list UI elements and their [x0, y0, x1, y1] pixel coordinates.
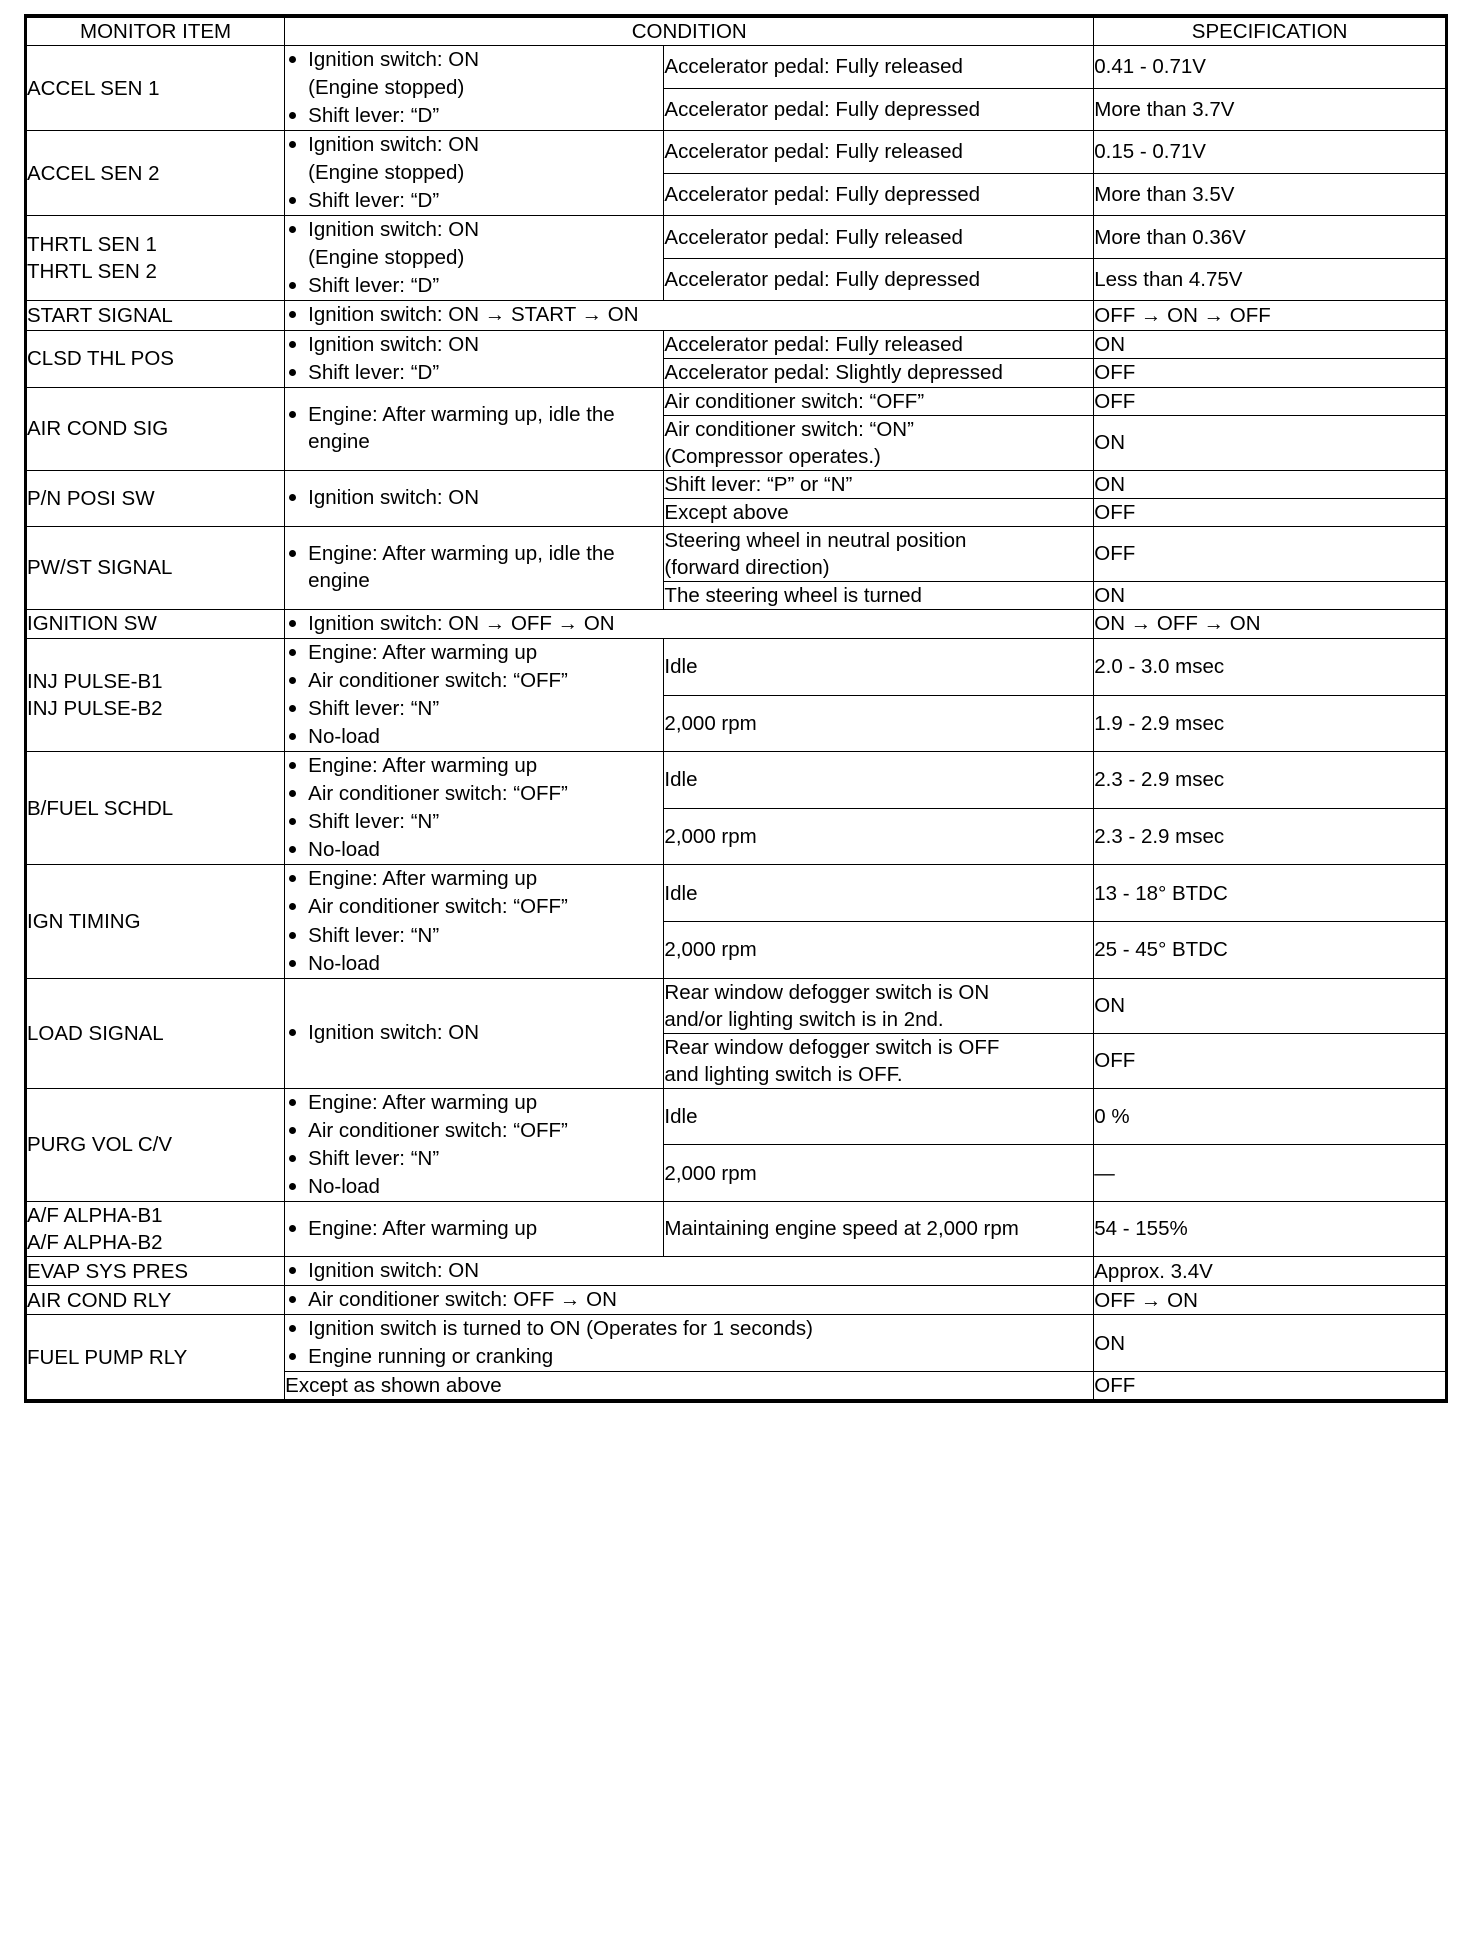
specification-cell: OFF → ON: [1094, 1286, 1447, 1315]
specification-cell: OFF: [1094, 1033, 1447, 1088]
specification-cell: OFF: [1094, 526, 1447, 581]
specification-cell: ON: [1094, 330, 1447, 359]
monitor-item-cell: A/F ALPHA-B1 A/F ALPHA-B2: [26, 1201, 285, 1256]
table-row: [26, 752, 1447, 809]
condition-list: [285, 216, 663, 299]
condition-detail-cell: Accelerator pedal: Fully depressed: [664, 173, 1094, 216]
table-row: [26, 978, 1447, 1033]
condition-list: [285, 1019, 663, 1046]
specification-cell: 1.9 - 2.9 msec: [1094, 695, 1447, 752]
condition-cell: [285, 1201, 664, 1256]
condition-list-item: Shift lever: “D”: [285, 102, 663, 129]
condition-list-item: Ignition switch: ON → START → ON: [285, 301, 1093, 328]
monitor-item-cell: IGN TIMING: [26, 865, 285, 978]
condition-detail-cell: Rear window defogger switch is ON and/or lighting switch is in 2nd.: [664, 978, 1094, 1033]
condition-list: [285, 639, 663, 750]
condition-list-item: Engine running or cranking: [285, 1343, 1093, 1370]
condition-cell: [285, 1315, 1094, 1372]
specification-cell: ON: [1094, 470, 1447, 498]
condition-detail-cell: 2,000 rpm: [664, 922, 1094, 979]
condition-cell: [285, 609, 1094, 638]
specification-cell: 2.3 - 2.9 msec: [1094, 808, 1447, 865]
condition-cell: [285, 639, 664, 752]
condition-detail-cell: Rear window defogger switch is OFF and lighting switch is OFF.: [664, 1033, 1094, 1088]
table-row: [26, 1315, 1447, 1372]
condition-list-item: Ignition switch: ON: [285, 484, 663, 511]
condition-list-item: Ignition switch: ON: [285, 1019, 663, 1046]
condition-list-item: Air conditioner switch: “OFF”: [285, 893, 663, 920]
monitor-item-cell: AIR COND SIG: [26, 387, 285, 470]
condition-list-item: (Engine stopped): [308, 161, 465, 185]
monitor-item-cell: AIR COND RLY: [26, 1286, 285, 1315]
condition-detail-cell: Accelerator pedal: Fully released: [664, 46, 1094, 89]
specification-cell: ON: [1094, 415, 1447, 470]
specification-cell: 0.41 - 0.71V: [1094, 46, 1447, 89]
condition-list-item: Engine: After warming up: [285, 1089, 663, 1116]
monitor-item-cell: B/FUEL SCHDL: [26, 752, 285, 865]
condition-list: [285, 1089, 663, 1200]
specification-cell: ON: [1094, 978, 1447, 1033]
condition-list-item: Shift lever: “D”: [285, 272, 663, 299]
specification-cell: 0.15 - 0.71V: [1094, 131, 1447, 174]
condition-list-item: No-load: [285, 950, 663, 977]
condition-cell: [285, 1257, 1094, 1286]
condition-list-item: No-load: [285, 723, 663, 750]
condition-detail-cell: The steering wheel is turned: [664, 581, 1094, 609]
condition-list: [285, 46, 663, 129]
condition-cell: [285, 526, 664, 609]
condition-list-item: Ignition switch: ON → OFF → ON: [285, 610, 1093, 637]
condition-detail-cell: Idle: [664, 865, 1094, 922]
specification-cell: OFF: [1094, 387, 1447, 415]
table-row: [26, 1257, 1447, 1286]
specification-cell: More than 3.5V: [1094, 173, 1447, 216]
condition-cell: [285, 131, 664, 216]
condition-detail-cell: 2,000 rpm: [664, 695, 1094, 752]
condition-list-item: Air conditioner switch: OFF → ON: [285, 1286, 1093, 1313]
table-row: [26, 1286, 1447, 1315]
condition-list: [285, 540, 663, 594]
condition-list-item: Air conditioner switch: “OFF”: [285, 667, 663, 694]
monitor-item-cell: IGNITION SW: [26, 609, 285, 638]
condition-list-item: (Engine stopped): [308, 76, 465, 100]
specification-cell: More than 0.36V: [1094, 216, 1447, 259]
specification-cell: ON → OFF → ON: [1094, 609, 1447, 638]
condition-cell: [285, 46, 664, 131]
specification-cell: 2.3 - 2.9 msec: [1094, 752, 1447, 809]
monitor-item-cell: FUEL PUMP RLY: [26, 1315, 285, 1402]
condition-list-item: Engine: After warming up: [285, 639, 663, 666]
monitor-item-cell: EVAP SYS PRES: [26, 1257, 285, 1286]
condition-detail-cell: Idle: [664, 1088, 1094, 1145]
condition-list: [285, 331, 663, 386]
condition-detail-cell: Idle: [664, 639, 1094, 696]
table-row: [26, 526, 1447, 581]
specification-cell: ON: [1094, 581, 1447, 609]
condition-list-item: Ignition switch: ON: [285, 1257, 1093, 1284]
monitor-item-cell: P/N POSI SW: [26, 470, 285, 526]
specification-cell: OFF → ON → OFF: [1094, 301, 1447, 330]
table-row: [26, 1088, 1447, 1145]
specification-cell: OFF: [1094, 498, 1447, 526]
monitor-item-spec-table: [24, 14, 1448, 1403]
condition-list-item: Shift lever: “N”: [285, 1145, 663, 1172]
specification-cell: Less than 4.75V: [1094, 258, 1447, 301]
condition-list-item: Shift lever: “D”: [285, 187, 663, 214]
condition-detail-cell: Steering wheel in neutral position (forward direction): [664, 526, 1094, 581]
condition-list-item: Ignition switch: ON: [285, 46, 663, 73]
monitor-item-cell: THRTL SEN 1 THRTL SEN 2: [26, 216, 285, 301]
table-row: [26, 301, 1447, 330]
specification-cell: ON: [1094, 1315, 1447, 1372]
specification-cell: OFF: [1094, 359, 1447, 388]
condition-cell: [285, 470, 664, 526]
condition-detail-cell: Shift lever: “P” or “N”: [664, 470, 1094, 498]
condition-list: [285, 484, 663, 511]
condition-detail-cell: Except above: [664, 498, 1094, 526]
specification-cell: Approx. 3.4V: [1094, 1257, 1447, 1286]
condition-list-item: Shift lever: “N”: [285, 695, 663, 722]
condition-cell: [285, 301, 1094, 330]
condition-list-item: Engine: After warming up, idle the engine: [285, 540, 663, 594]
header-monitor-item: MONITOR ITEM: [26, 16, 285, 46]
condition-detail-cell: Idle: [664, 752, 1094, 809]
monitor-item-cell: CLSD THL POS: [26, 330, 285, 387]
table-row: [26, 1201, 1447, 1256]
condition-cell: [285, 1088, 664, 1201]
condition-list: [285, 752, 663, 863]
condition-list: [285, 865, 663, 976]
specification-cell: More than 3.7V: [1094, 88, 1447, 131]
header-condition: CONDITION: [285, 16, 1094, 46]
table-row: [26, 470, 1447, 498]
condition-list-item: Ignition switch is turned to ON (Operates for 1 seconds): [285, 1315, 1093, 1342]
condition-list: [285, 131, 663, 214]
specification-cell: OFF: [1094, 1372, 1447, 1402]
table-header-row: [26, 16, 1447, 46]
condition-list-item: Shift lever: “N”: [285, 808, 663, 835]
condition-detail-cell: Accelerator pedal: Fully released: [664, 131, 1094, 174]
header-specification: SPECIFICATION: [1094, 16, 1447, 46]
monitor-item-cell: LOAD SIGNAL: [26, 978, 285, 1088]
condition-list-item: Air conditioner switch: “OFF”: [285, 780, 663, 807]
table-row: [26, 387, 1447, 415]
condition-list-item: Engine: After warming up: [285, 865, 663, 892]
condition-cell: [285, 330, 664, 387]
condition-list-item: Engine: After warming up: [285, 752, 663, 779]
condition-list: [285, 401, 663, 455]
condition-detail-cell: Maintaining engine speed at 2,000 rpm: [664, 1201, 1094, 1256]
condition-list-item: Air conditioner switch: “OFF”: [285, 1117, 663, 1144]
condition-list: [285, 1215, 663, 1242]
condition-list-item: Engine: After warming up, idle the engine: [285, 401, 663, 455]
condition-detail-cell: Accelerator pedal: Fully released: [664, 330, 1094, 359]
monitor-item-cell: INJ PULSE-B1 INJ PULSE-B2: [26, 639, 285, 752]
monitor-item-cell: PURG VOL C/V: [26, 1088, 285, 1201]
specification-cell: 2.0 - 3.0 msec: [1094, 639, 1447, 696]
monitor-item-cell: PW/ST SIGNAL: [26, 526, 285, 609]
specification-cell: 13 - 18° BTDC: [1094, 865, 1447, 922]
condition-cell: Except as shown above: [285, 1372, 1094, 1402]
condition-list-item: Ignition switch: ON: [285, 131, 663, 158]
condition-cell: [285, 387, 664, 470]
table-row: [26, 46, 1447, 89]
condition-detail-cell: Air conditioner switch: “OFF”: [664, 387, 1094, 415]
table-row: [26, 865, 1447, 922]
condition-list: [285, 1315, 1093, 1370]
specification-cell: 0 %: [1094, 1088, 1447, 1145]
condition-cell: [285, 865, 664, 978]
specification-cell: —: [1094, 1145, 1447, 1202]
monitor-item-cell: START SIGNAL: [26, 301, 285, 330]
condition-cell: [285, 216, 664, 301]
condition-list: [285, 301, 1093, 328]
condition-list: [285, 610, 1093, 637]
condition-detail-cell: Accelerator pedal: Fully depressed: [664, 258, 1094, 301]
condition-cell: [285, 1286, 1094, 1315]
condition-list: [285, 1257, 1093, 1284]
condition-list-item: Shift lever: “D”: [285, 359, 663, 386]
condition-list-item: Shift lever: “N”: [285, 922, 663, 949]
monitor-item-cell: ACCEL SEN 1: [26, 46, 285, 131]
condition-cell: [285, 978, 664, 1088]
table-row: [26, 131, 1447, 174]
condition-detail-cell: Accelerator pedal: Fully released: [664, 216, 1094, 259]
condition-list-item: Ignition switch: ON: [285, 331, 663, 358]
table-row: [26, 330, 1447, 359]
table-row: [26, 216, 1447, 259]
specification-cell: 54 - 155%: [1094, 1201, 1447, 1256]
table-row: [26, 609, 1447, 638]
condition-detail-cell: Air conditioner switch: “ON” (Compressor operates.): [664, 415, 1094, 470]
condition-list-item: (Engine stopped): [308, 246, 465, 270]
condition-list-item: Ignition switch: ON: [285, 216, 663, 243]
condition-list: [285, 1286, 1093, 1313]
monitor-item-cell: ACCEL SEN 2: [26, 131, 285, 216]
condition-detail-cell: Accelerator pedal: Fully depressed: [664, 88, 1094, 131]
table-row: [26, 639, 1447, 696]
condition-list-item: Engine: After warming up: [285, 1215, 663, 1242]
condition-detail-cell: 2,000 rpm: [664, 808, 1094, 865]
specification-cell: 25 - 45° BTDC: [1094, 922, 1447, 979]
condition-detail-cell: Accelerator pedal: Slightly depressed: [664, 359, 1094, 388]
condition-list-item: No-load: [285, 836, 663, 863]
condition-list-item: No-load: [285, 1173, 663, 1200]
condition-cell: [285, 752, 664, 865]
condition-detail-cell: 2,000 rpm: [664, 1145, 1094, 1202]
